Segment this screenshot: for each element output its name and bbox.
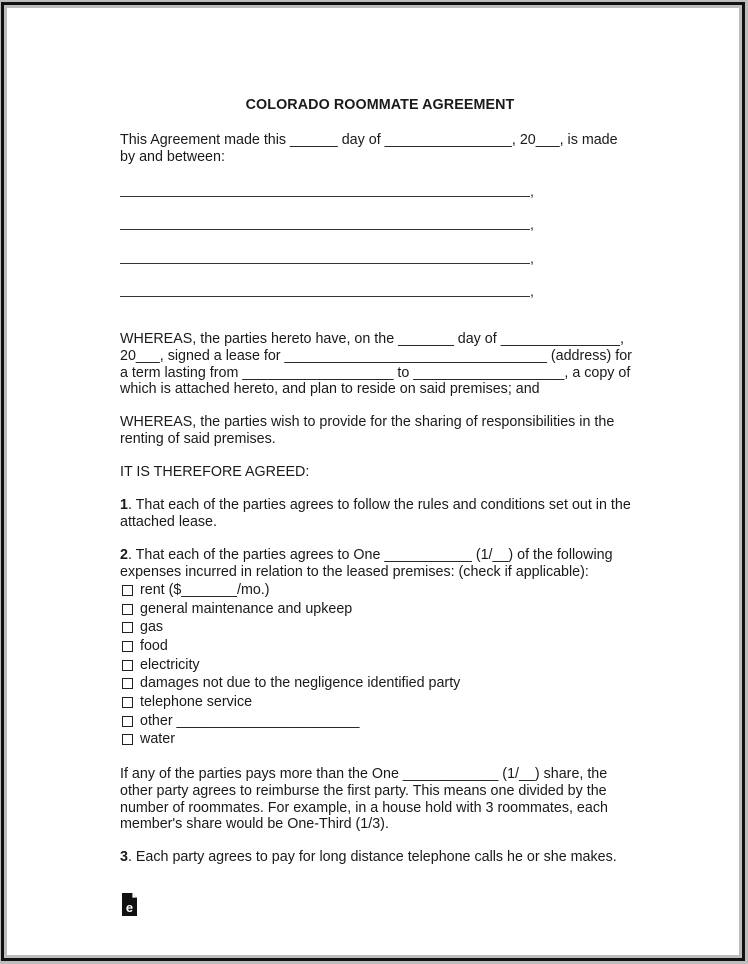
reimburse-line-4: member's share would be One-Third (1/3). — [120, 816, 389, 833]
checkbox-icon[interactable] — [122, 622, 133, 633]
comma: , — [530, 183, 534, 200]
eforms-e-logo-icon — [121, 892, 138, 917]
whereas-1-line-2: 20___, signed a lease for _________________________________ (address) for — [120, 347, 632, 364]
expense-label: food — [140, 638, 168, 654]
clause-1 — [120, 497, 650, 531]
expense-item-food[interactable] — [120, 637, 650, 656]
whereas-1-line-1: WHEREAS, the parties hereto have, on the _______ day of _______________, — [120, 331, 624, 347]
clause-number: 2 — [120, 547, 128, 563]
page-frame — [1, 2, 745, 961]
clause-2-line-2: expenses incurred in relation to the leased premises: (check if applicable): — [120, 563, 589, 580]
expense-item-gas[interactable] — [120, 618, 650, 637]
whereas-2-line-1: WHEREAS, the parties wish to provide for the sharing of responsibilities in the — [120, 414, 615, 430]
document-title: COLORADO ROOMMATE AGREEMENT — [245, 97, 515, 113]
clause-1-line-1 — [120, 497, 650, 514]
expense-label: gas — [140, 619, 164, 636]
expense-label: telephone service — [140, 694, 253, 711]
comma: , — [530, 216, 534, 233]
expense-item-other[interactable] — [120, 712, 650, 731]
clause-number: 3 — [120, 849, 128, 865]
expense-item-maintenance[interactable] — [120, 600, 650, 619]
clause-2 — [120, 547, 650, 581]
clause-1-line-2: attached lease. — [120, 513, 217, 530]
whereas-2-line-2: renting of said premises. — [120, 430, 276, 447]
whereas-1-line-4: which is attached hereto, and plan to reside on said premises; and — [120, 381, 540, 398]
party-name-field-4[interactable] — [120, 283, 540, 299]
whereas-sharing-paragraph — [120, 414, 650, 448]
comma: , — [530, 283, 534, 300]
checkbox-icon[interactable] — [122, 604, 133, 615]
whereas-lease-paragraph — [120, 331, 650, 398]
document-page — [7, 8, 739, 955]
intro-line-2: by and between: — [120, 148, 225, 165]
agreed-heading: IT IS THEREFORE AGREED: — [120, 464, 310, 480]
intro-paragraph — [120, 132, 650, 166]
blank-line — [120, 196, 530, 197]
party-name-field-3[interactable] — [120, 250, 540, 266]
blank-line — [120, 296, 530, 297]
clause-3-text: . Each party agrees to pay for long distance telephone calls he or she makes. — [127, 849, 617, 865]
checkbox-icon[interactable] — [122, 678, 133, 689]
expense-item-damages[interactable] — [120, 674, 650, 693]
clause-2-text: . That each of the parties agrees to One ___________ (1/__) of the following — [127, 547, 613, 563]
blank-line — [120, 229, 530, 230]
party-name-field-2[interactable] — [120, 216, 540, 232]
expense-label: water — [140, 731, 175, 748]
clause-number: 1 — [120, 497, 128, 513]
comma: , — [530, 250, 534, 267]
reimburse-line-3: number of roommates. For example, in a house hold with 3 roommates, each — [120, 799, 608, 816]
whereas-1-line-3: a term lasting from ___________________ to ___________________, a copy of — [120, 364, 631, 381]
clause-1-text: . That each of the parties agrees to follow the rules and conditions set out in the — [127, 497, 631, 513]
checkbox-icon[interactable] — [122, 641, 133, 652]
svg-text:e: e — [125, 900, 134, 915]
expense-item-rent[interactable] — [120, 581, 650, 600]
expense-item-telephone[interactable] — [120, 693, 650, 712]
checkbox-icon[interactable] — [122, 585, 133, 596]
checkbox-icon[interactable] — [122, 660, 133, 671]
expense-item-electricity[interactable] — [120, 656, 650, 675]
expense-label: damages not due to the negligence identified party — [140, 675, 461, 692]
expense-label: rent ($_______/mo.) — [140, 581, 270, 598]
checkbox-icon[interactable] — [122, 734, 133, 745]
expense-checklist — [120, 581, 650, 749]
expense-item-water[interactable] — [120, 731, 650, 750]
reimburse-line-1: If any of the parties pays more than the One ____________ (1/__) share, the — [120, 766, 608, 782]
clause-2-line-1 — [120, 547, 650, 564]
checkbox-icon[interactable] — [122, 697, 133, 708]
intro-line-1: This Agreement made this ______ day of ________________, 20___, is made — [120, 132, 618, 148]
blank-line — [120, 263, 530, 264]
reimburse-line-2: other party agrees to reimburse the first party. This means one divided by the — [120, 782, 607, 799]
expense-label: other _______________________ — [140, 712, 360, 729]
party-name-field-1[interactable] — [120, 183, 540, 199]
expense-label: general maintenance and upkeep — [140, 600, 353, 617]
checkbox-icon[interactable] — [122, 716, 133, 727]
reimbursement-paragraph — [120, 766, 650, 833]
expense-label: electricity — [140, 656, 200, 673]
clause-3 — [120, 849, 650, 866]
